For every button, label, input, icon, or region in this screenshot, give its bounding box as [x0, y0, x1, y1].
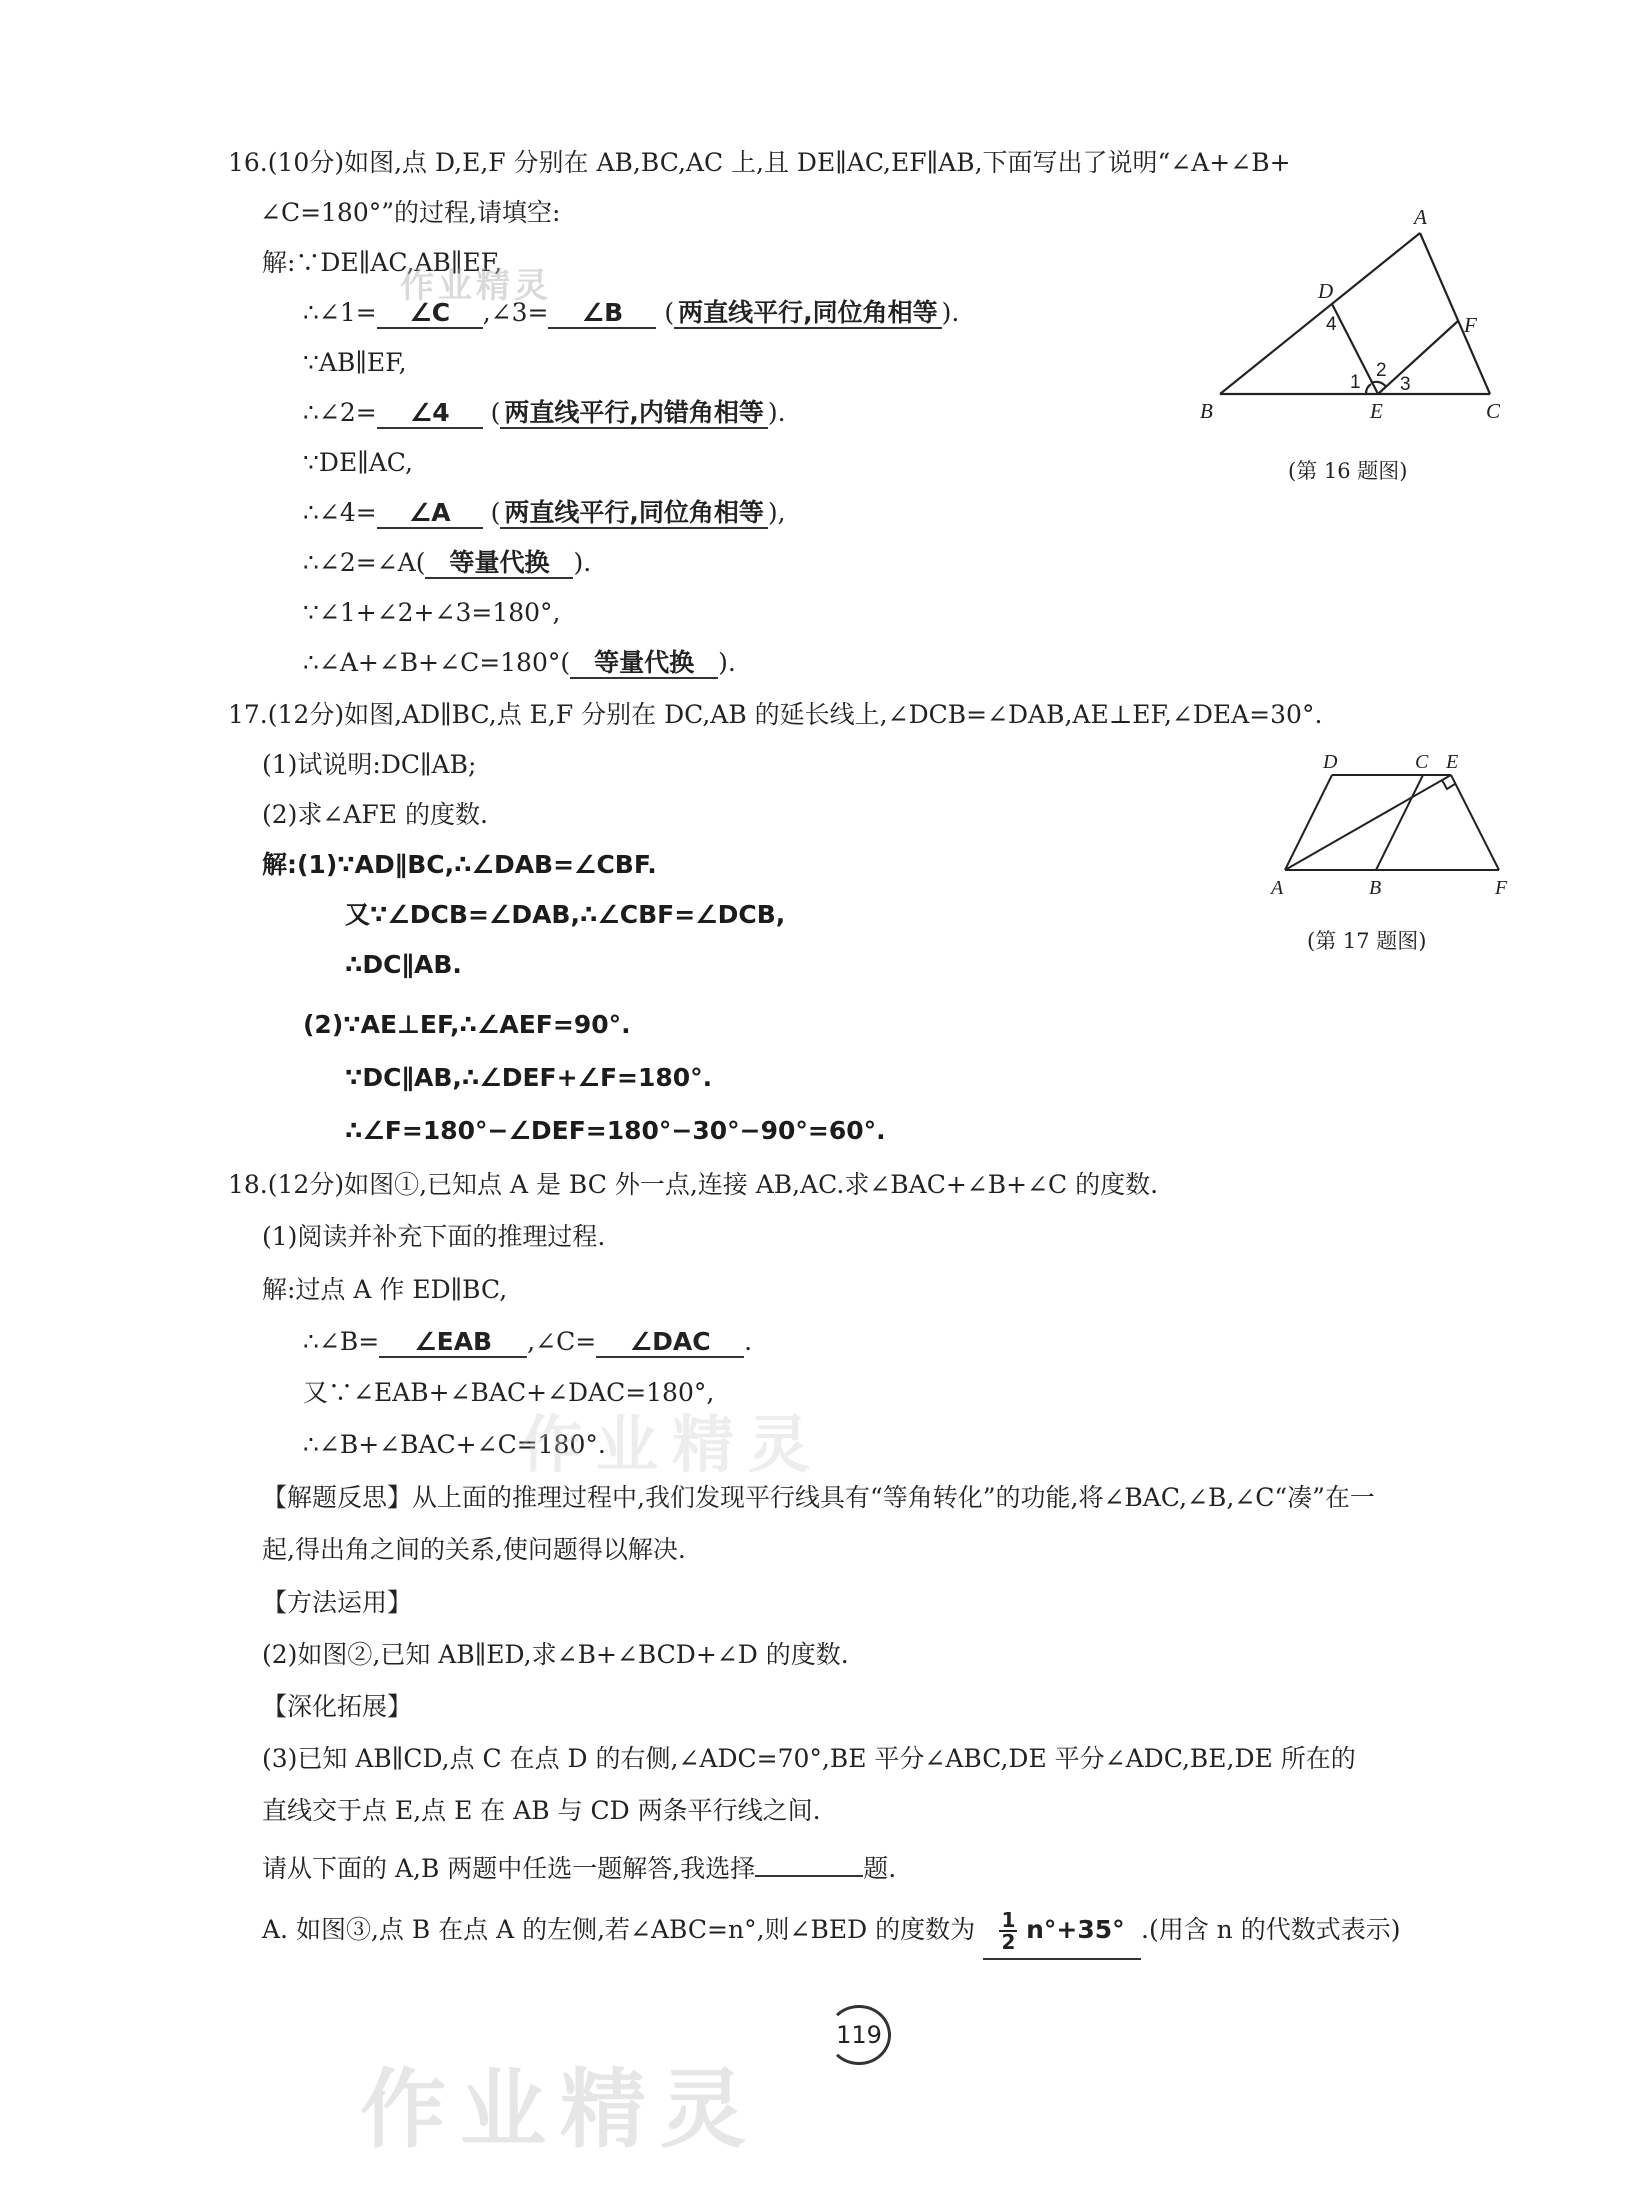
- page-number: 119: [827, 2005, 891, 2065]
- q16-figure: [1200, 200, 1530, 440]
- q16-label-angle1: 1: [1350, 372, 1361, 393]
- q18-stem: 18.(12分)如图①,已知点 A 是 BC 外一点,连接 AB,AC.求∠BAC+∠B+∠C 的度数.: [228, 1170, 1159, 1199]
- q18-fraction-denominator: 2: [1001, 1930, 1016, 1954]
- q16-stem-line1: 16.(10分)如图,点 D,E,F 分别在 AB,BC,AC 上,且 DE∥AC,EF∥AB,下面写出了说明“∠A+∠B+: [228, 148, 1291, 177]
- q16-label-A: A: [1414, 205, 1427, 229]
- q16-step9-text: ∴∠A+∠B+∠C=180°(: [303, 648, 571, 677]
- q16-step2-mid: ,∠3=: [482, 298, 549, 327]
- q17-right-angle-mark: [1442, 780, 1455, 789]
- q16-step7: ∴∠2=∠A( 等量代换 ).: [303, 548, 592, 577]
- q17-label-E: E: [1446, 751, 1459, 773]
- q16-step2-text: ∴∠1=: [303, 298, 377, 327]
- q16-step7-text: ∴∠2=∠A(: [303, 548, 426, 577]
- q17-solution-line3: ∴DC∥AB.: [345, 950, 462, 979]
- q18-part1: (1)阅读并补充下面的推理过程.: [262, 1222, 606, 1251]
- q16-answer-angle3: ∠B: [548, 299, 656, 329]
- q17-figure-caption: (第 17 题图): [1307, 929, 1427, 953]
- q18-choose-blank[interactable]: [755, 1849, 863, 1877]
- q17-line-AE: [1285, 775, 1451, 870]
- q18-method-heading: 【方法运用】: [262, 1588, 413, 1617]
- q17-solution-line2: 又∵∠DCB=∠DAB,∴∠CBF=∠DCB,: [345, 900, 786, 929]
- q16-label-F: F: [1464, 313, 1477, 337]
- q16-step8: ∵∠1+∠2+∠3=180°,: [303, 598, 561, 627]
- q18-reflection-line2: 起,得出角之间的关系,使问题得以解决.: [262, 1535, 686, 1564]
- q16-label-D: D: [1318, 279, 1334, 303]
- q18-part2: (2)如图②,已知 AB∥ED,求∠B+∠BCD+∠D 的度数.: [262, 1640, 849, 1669]
- q18-part3-line1: (3)已知 AB∥CD,点 C 在点 D 的右侧,∠ADC=70°,BE 平分∠ABC,DE 平分∠ADC,BE,DE 所在的: [262, 1744, 1356, 1773]
- q16-answer-angle4: ∠A: [377, 499, 483, 529]
- q17-stem: 17.(12分)如图,AD∥BC,点 E,F 分别在 DC,AB 的延长线上,∠DCB=∠DAB,AE⊥EF,∠DEA=30°.: [228, 700, 1323, 729]
- q16-line-AB: [1220, 233, 1420, 394]
- q16-label-E: E: [1370, 399, 1383, 423]
- q17-label-B: B: [1369, 877, 1382, 898]
- q16-step6: ∴∠4= ∠A ( 两直线平行,同位角相等 ),: [303, 498, 786, 527]
- q17-part2: (2)求∠AFE 的度数.: [262, 800, 488, 829]
- q18-fraction-numerator: 1: [1001, 1908, 1016, 1932]
- watermark-bottom: 作业精灵: [360, 2060, 760, 2160]
- q16-answer-angle1: ∠C: [377, 299, 483, 329]
- q18-extension-heading: 【深化拓展】: [262, 1692, 413, 1721]
- q16-stem-line2: ∠C=180°”的过程,请填空:: [260, 198, 561, 227]
- q18-option-a: [262, 1910, 1400, 1960]
- q18-step1: 解:过点 A 作 ED∥BC,: [262, 1275, 508, 1304]
- watermark-middle: 作业精灵: [520, 1408, 825, 1481]
- q16-step4-text: ∴∠2=: [303, 398, 377, 427]
- q18-step3: 又∵∠EAB+∠BAC+∠DAC=180°,: [303, 1378, 715, 1407]
- q16-step3: ∵AB∥EF,: [303, 348, 407, 377]
- q16-step6-text: ∴∠4=: [303, 498, 377, 527]
- q16-answer-reason4: 等量代换: [425, 549, 573, 579]
- q16-answer-angle2: ∠4: [377, 399, 483, 429]
- q16-angle1-arc: [1366, 384, 1371, 394]
- q18-step2-mid: ,∠C=: [527, 1327, 597, 1356]
- q18-reflection-line1: 【解题反思】从上面的推理过程中,我们发现平行线具有“等角转化”的功能,将∠BAC,∠B,∠C“凑”在一: [262, 1483, 1375, 1512]
- q16-label-C: C: [1486, 399, 1501, 423]
- q17-label-A: A: [1271, 877, 1284, 898]
- q18-part3-line2: 直线交于点 E,点 E 在 AB 与 CD 两条平行线之间.: [262, 1796, 821, 1825]
- q16-label-B: B: [1200, 399, 1213, 423]
- q17-part1: (1)试说明:DC∥AB;: [262, 750, 477, 779]
- q18-step2-text: ∴∠B=: [303, 1327, 380, 1356]
- q17-line-EF: [1451, 775, 1499, 870]
- q16-step4: ∴∠2= ∠4 ( 两直线平行,内错角相等 ).: [303, 398, 786, 427]
- q17-label-D: D: [1323, 751, 1338, 773]
- q17-solution-line5: ∵DC∥AB,∴∠DEF+∠F=180°.: [345, 1063, 713, 1092]
- q17-label-F: F: [1495, 877, 1508, 898]
- q16-label-angle3: 3: [1400, 374, 1411, 395]
- q18-choose-line: [262, 1849, 896, 1884]
- q18-option-a-note: .(用含 n 的代数式表示): [1141, 1915, 1401, 1944]
- q16-step5: ∵DE∥AC,: [303, 448, 413, 477]
- q16-answer-reason3: 两直线平行,同位角相等: [500, 499, 768, 529]
- q18-choose-text: 请从下面的 A,B 两题中任选一题解答,我选择: [262, 1854, 756, 1883]
- q17-line-BC: [1376, 775, 1423, 870]
- q16-figure-caption: (第 16 题图): [1288, 459, 1408, 483]
- q16-line-AC: [1420, 233, 1490, 394]
- q17-solution-line1: 解:(1)∵AD∥BC,∴∠DAB=∠CBF.: [262, 850, 657, 879]
- q18-step4: ∴∠B+∠BAC+∠C=180°.: [303, 1430, 606, 1459]
- q16-label-angle2: 2: [1376, 360, 1387, 381]
- q17-solution-line4: (2)∵AE⊥EF,∴∠AEF=90°.: [303, 1010, 631, 1039]
- q17-solution-line6: ∴∠F=180°−∠DEF=180°−30°−90°=60°.: [345, 1116, 886, 1145]
- q18-choose-end: 题.: [863, 1854, 897, 1883]
- q18-answer-angleC: ∠DAC: [596, 1328, 744, 1358]
- q18-option-a-answer: [983, 1910, 1141, 1960]
- q17-figure: [1255, 748, 1555, 898]
- q16-step1: 解:∵DE∥AC,AB∥EF,: [262, 248, 503, 277]
- q16-line-EF: [1378, 321, 1458, 394]
- q18-option-a-text: A. 如图③,点 B 在点 A 的左侧,若∠ABC=n°,则∠BED 的度数为: [262, 1915, 976, 1944]
- q16-step2: ∴∠1= ∠C ,∠3= ∠B ( 两直线平行,同位角相等 ).: [303, 298, 960, 327]
- q16-step9: ∴∠A+∠B+∠C=180°( 等量代换 ).: [303, 648, 736, 677]
- q18-step2: ∴∠B= ∠EAB ,∠C= ∠DAC .: [303, 1327, 753, 1356]
- watermark-stamp: 作业精灵: [400, 266, 552, 306]
- q17-label-C: C: [1415, 751, 1429, 773]
- q16-answer-reason1: 两直线平行,同位角相等: [674, 299, 942, 329]
- q18-option-a-expression: n°+35°: [1026, 1915, 1125, 1944]
- q16-answer-reason2: 两直线平行,内错角相等: [500, 399, 768, 429]
- q16-label-angle4: 4: [1326, 314, 1337, 335]
- q18-option-a-fraction: [999, 1910, 1017, 1952]
- q16-answer-reason5: 等量代换: [570, 649, 718, 679]
- q18-answer-angleB: ∠EAB: [379, 1328, 527, 1358]
